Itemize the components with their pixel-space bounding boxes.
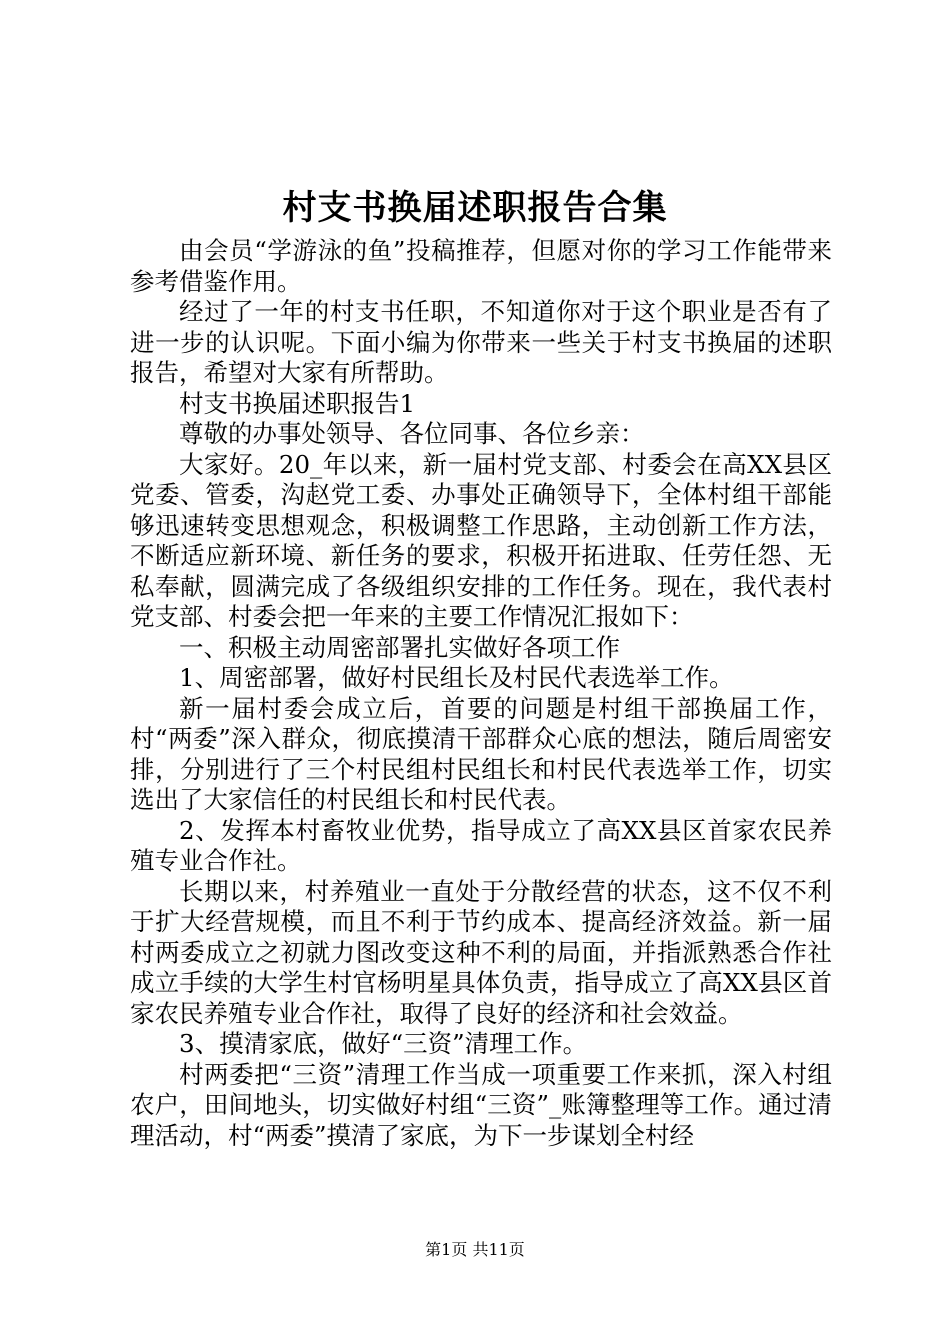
paragraph-preface: 经过了一年的村支书任职，不知道你对于这个职业是否有了进一步的认识呢。下面小编为你带来一些关于村支书换届的述职报告，希望对大家有所帮助。 xyxy=(130,297,832,387)
page-footer: 第1页 共11页 xyxy=(425,1240,525,1259)
paragraph-cooperative: 长期以来，村养殖业一直处于分散经营的状态，这不仅不利于扩大经营规模，而且不利于节约成本、提高经济效益。新一届村两委成立之初就力图改变这种不利的局面，并指派熟悉合作社成立手续的大学生村官杨明星具体负责，指导成立了高XX县区首家农民养殖专业合作社，取得了良好的经济和社会效益。 xyxy=(130,876,832,1028)
subheading-3: 3、摸清家底，做好“三资”清理工作。 xyxy=(179,1029,588,1058)
paragraph-election: 新一届村委会成立后，首要的问题是村组干部换届工作，村“两委”深入群众，彻底摸清干部群众心底的想法，随后周密安排，分别进行了三个村民组村民组长和村民代表选举工作，切实选出了大家信任的村民组长和村民代表。 xyxy=(130,693,832,814)
document-title: 村支书换届述职报告合集 xyxy=(282,188,668,228)
section-heading-report-1: 村支书换届述职报告1 xyxy=(179,388,416,418)
subheading-1: 1、周密部署，做好村民组长及村民代表选举工作。 xyxy=(179,663,734,692)
subheading-2: 2、发挥本村畜牧业优势，指导成立了高XX县区首家农民养殖专业合作社。 xyxy=(130,815,832,875)
section-heading-1: 一、积极主动周密部署扎实做好各项工作 xyxy=(179,632,620,662)
paragraph-greeting: 大家好。20_年以来，新一届村党支部、村委会在高XX县区党委、管委，沟赵党工委、办事处正确领导下，全体村组干部能够迅速转变思想观念，积极调整工作思路，主动创新工作方法，不断适应新环境、新任务的要求，积极开拓进取、任劳任怨、无私奉献，圆满完成了各级组织安排的工作任务。现在，我代表村党支部、村委会把一年来的主要工作情况汇报如下： xyxy=(130,449,832,631)
paragraph-intro: 由会员“学游泳的鱼”投稿推荐，但愿对你的学习工作能带来参考借鉴作用。 xyxy=(130,236,832,296)
paragraph-salutation: 尊敬的办事处领导、各位同事、各位乡亲： xyxy=(179,419,645,448)
document-body xyxy=(130,236,832,1151)
paragraph-assets: 村两委把“三资”清理工作当成一项重要工作来抓，深入村组农户，田间地头，切实做好村组“三资”_账簿整理等工作。通过清理活动，村“两委”摸清了家底，为下一步谋划全村经 xyxy=(130,1059,832,1150)
